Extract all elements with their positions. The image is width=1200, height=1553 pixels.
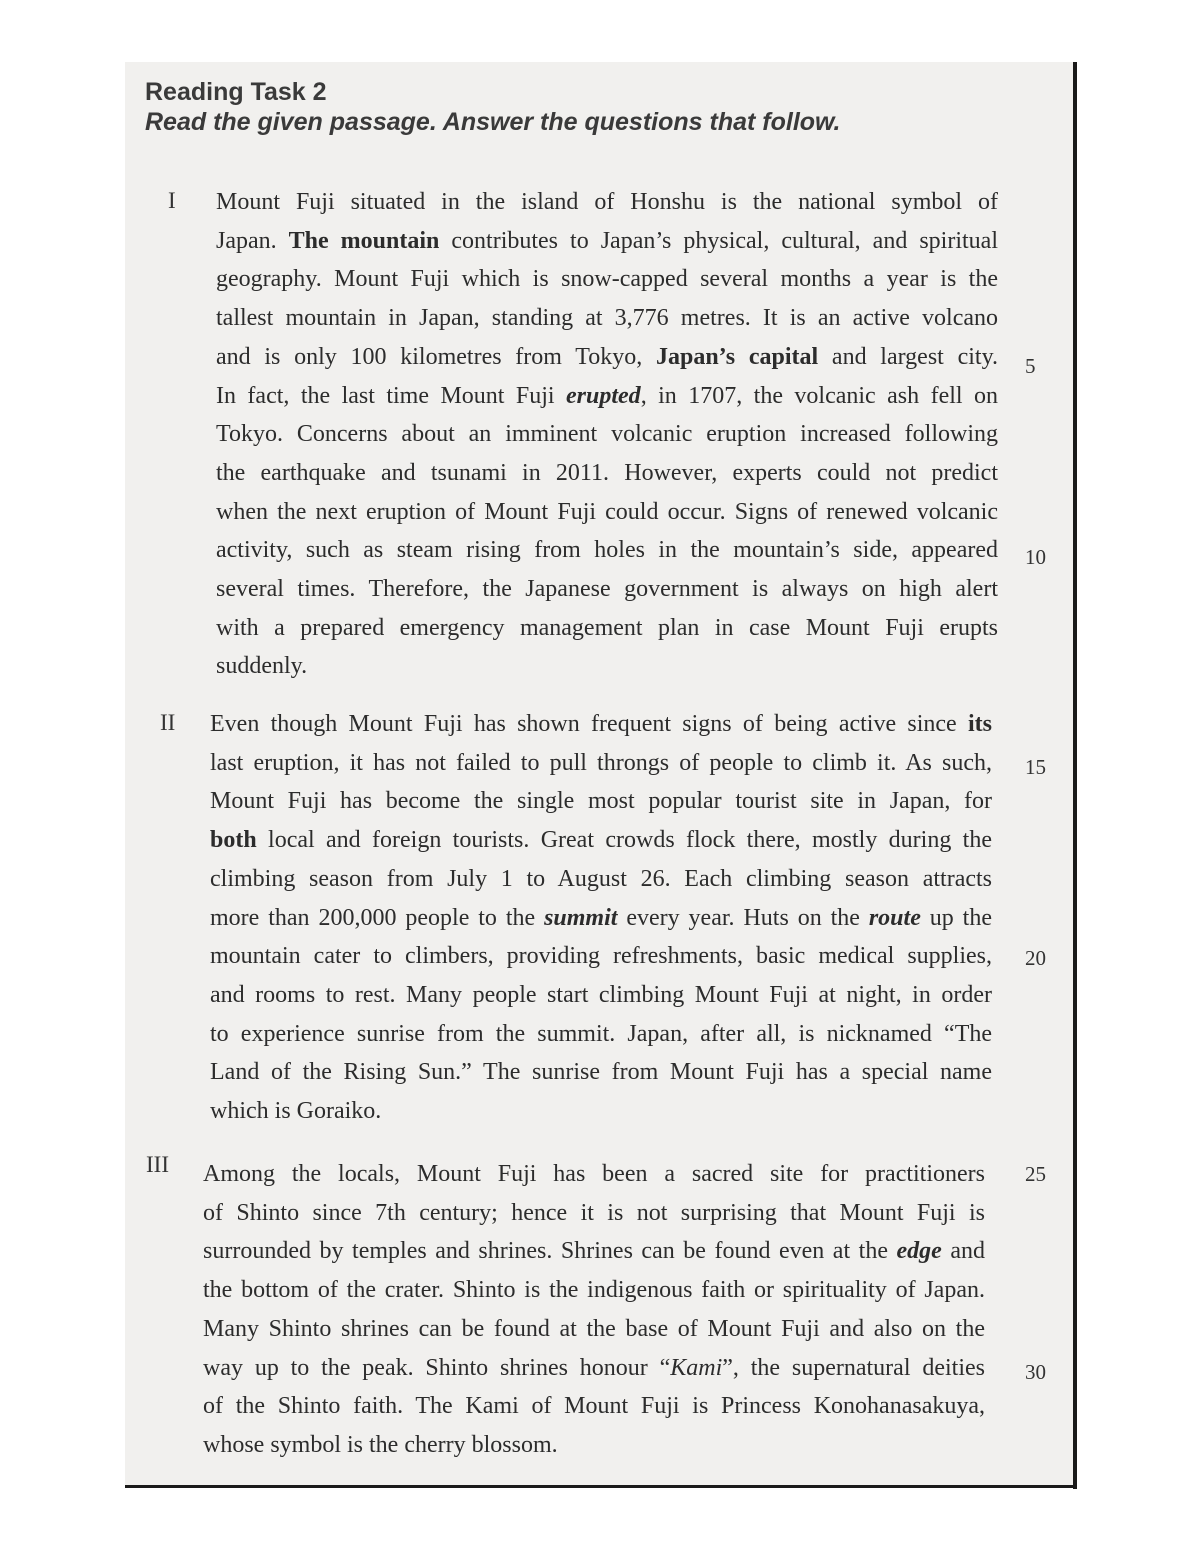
line-text: suddenly. (216, 653, 308, 680)
passage-line (216, 570, 998, 609)
line-text: way up to the peak. Shinto shrines honour “ (203, 1354, 671, 1381)
emphasized-word: route (868, 904, 921, 931)
paragraph-numeral-2: II (160, 710, 176, 735)
passage-line (216, 299, 998, 338)
passage-line (210, 1092, 992, 1131)
line-text: to experience sunrise from the summit. Japan, after all, is nicknamed “The (210, 1020, 992, 1047)
passage-line (210, 860, 992, 899)
line-number: 5 (1025, 354, 1036, 378)
passage-line (210, 821, 992, 860)
emphasized-word: The mountain (288, 227, 440, 254)
passage-line (216, 183, 998, 222)
line-text: , in 1707, the volcanic ash fell on (640, 382, 998, 409)
line-text: up the (920, 904, 993, 931)
passage-line (216, 415, 998, 454)
line-text: which is Goraiko. (210, 1098, 382, 1125)
line-number: 15 (1025, 755, 1046, 779)
passage-line (216, 260, 998, 299)
line-text: Land of the Rising Sun.” The sunrise from Mount Fuji has a special name (210, 1059, 992, 1086)
line-text: ”, the supernatural deities (722, 1354, 985, 1381)
passage-line (216, 647, 998, 686)
line-text: In fact, the last time Mount Fuji (216, 382, 567, 409)
line-text: and rooms to rest. Many people start climbing Mount Fuji at night, in order (210, 981, 992, 1008)
line-text: mountain cater to climbers, providing refreshments, basic medical supplies, (210, 943, 992, 970)
passage-line (210, 1015, 992, 1054)
passage-line (210, 744, 992, 783)
passage-line (210, 899, 992, 938)
passage-line (216, 531, 998, 570)
line-text: of Shinto since 7th century; hence it is not surprising that Mount Fuji is (203, 1199, 985, 1226)
passage-line (216, 493, 998, 532)
line-text: surrounded by temples and shrines. Shrines can be found even at the (203, 1238, 897, 1265)
line-text: the earthquake and tsunami in 2011. However, experts could not predict (216, 459, 998, 486)
paragraph-3 (203, 1155, 985, 1465)
line-text: Among the locals, Mount Fuji has been a sacred site for practitioners (203, 1161, 985, 1187)
line-text: Mount Fuji situated in the island of Honshu is the national symbol of (216, 189, 998, 215)
emphasized-word: erupted (566, 382, 641, 409)
line-text: several times. Therefore, the Japanese government is always on high alert (216, 576, 998, 603)
line-text: and largest city. (818, 343, 999, 370)
passage-line (216, 454, 998, 493)
line-text: more than 200,000 people to the (210, 904, 545, 931)
line-number: 10 (1025, 545, 1046, 569)
line-number: 25 (1025, 1162, 1046, 1186)
line-text: local and foreign tourists. Great crowds flock there, mostly during the (256, 827, 992, 854)
task-title: Reading Task 2 (145, 78, 327, 106)
passage-line (203, 1194, 985, 1233)
line-text: whose symbol is the cherry blossom. (203, 1431, 558, 1458)
passage-line (203, 1232, 985, 1271)
line-text: Japan. (216, 227, 289, 254)
paragraph-1 (216, 183, 998, 686)
passage-line (203, 1387, 985, 1426)
paragraph-numeral-1: I (168, 188, 176, 213)
passage-line (210, 782, 992, 821)
line-text: last eruption, it has not failed to pull throngs of people to climb it. As such, (210, 749, 992, 776)
passage-line (203, 1310, 985, 1349)
passage-line (216, 222, 998, 261)
line-text: Mount Fuji has become the single most popular tourist site in Japan, for (210, 788, 992, 815)
line-number: 30 (1025, 1360, 1046, 1384)
line-text: climbing season from July 1 to August 26. Each climbing season attracts (210, 865, 992, 892)
line-text: contributes to Japan’s physical, cultural, and spiritual (439, 227, 998, 254)
paragraph-2 (210, 705, 992, 1131)
line-text: geography. Mount Fuji which is snow-capped several months a year is the (216, 266, 998, 293)
line-text: activity, such as steam rising from holes in the mountain’s side, appeared (216, 537, 998, 564)
line-number: 20 (1025, 946, 1046, 970)
line-text: and (941, 1238, 985, 1265)
passage-line (210, 976, 992, 1015)
line-text: with a prepared emergency management plan in case Mount Fuji erupts (216, 614, 998, 641)
line-text: and is only 100 kilometres from Tokyo, (216, 343, 656, 370)
emphasized-word: Kami (670, 1354, 723, 1381)
passage-line (203, 1155, 985, 1194)
line-text: the bottom of the crater. Shinto is the indigenous faith or spirituality of Japan. (203, 1277, 985, 1304)
line-text: every year. Huts on the (617, 904, 869, 931)
line-text: Even though Mount Fuji has shown frequent signs of being active since (210, 711, 968, 737)
line-text: tallest mountain in Japan, standing at 3,776 metres. It is an active volcano (216, 305, 998, 332)
passage-line (216, 609, 998, 648)
page-edge-right (1073, 62, 1077, 1489)
passage-line (210, 1053, 992, 1092)
emphasized-word: edge (896, 1238, 942, 1265)
passage-line (216, 338, 998, 377)
passage-line (216, 377, 998, 416)
line-text: Many Shinto shrines can be found at the base of Mount Fuji and also on the (203, 1315, 985, 1342)
task-heading (145, 78, 841, 138)
page-edge-bottom (125, 1485, 1077, 1488)
passage-line (210, 705, 992, 744)
passage-line (203, 1271, 985, 1310)
line-text: of the Shinto faith. The Kami of Mount Fuji is Princess Konohanasakuya, (203, 1393, 985, 1420)
passage-line (210, 937, 992, 976)
passage-line (203, 1426, 985, 1465)
line-text: when the next eruption of Mount Fuji could occur. Signs of renewed volcanic (216, 498, 998, 525)
emphasized-word: both (210, 827, 257, 854)
emphasized-word: its (968, 711, 992, 737)
line-text: Tokyo. Concerns about an imminent volcanic eruption increased following (216, 421, 998, 448)
emphasized-word: Japan’s capital (655, 343, 819, 370)
task-instruction: Read the given passage. Answer the questions that follow. (145, 108, 841, 136)
passage-line (203, 1349, 985, 1388)
emphasized-word: summit (544, 904, 618, 931)
paragraph-numeral-3: III (146, 1152, 169, 1177)
